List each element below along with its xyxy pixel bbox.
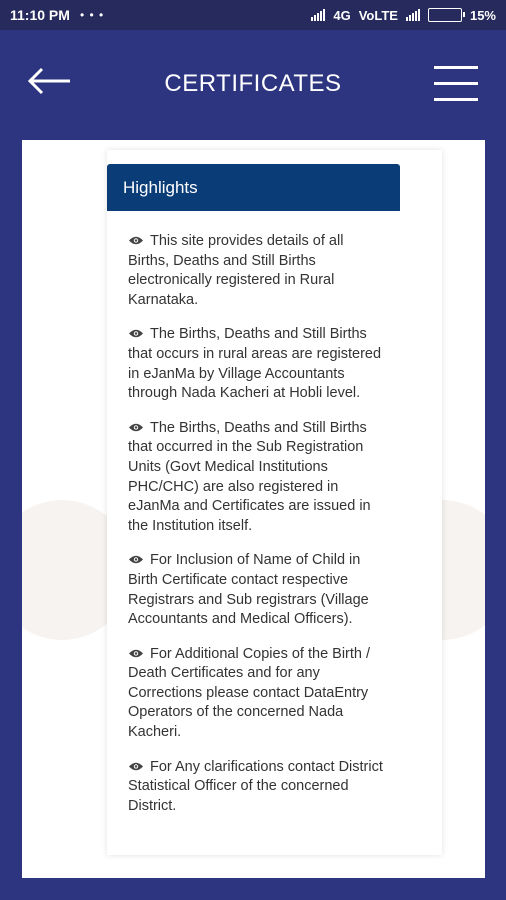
eye-icon — [128, 761, 144, 772]
highlights-card — [107, 150, 442, 855]
highlight-text: The Births, Deaths and Still Births that occurred in the Sub Registration Units (Govt Medical Institutions PHC/CHC) are also registered in eJanMa and Certificates are issued in the Institution itself. — [128, 419, 371, 534]
highlight-text: The Births, Deaths and Still Births that occurs in rural areas are registered in eJanMa by Village Accountants through Nada Kacheri at Hobli level. — [128, 326, 382, 402]
highlight-item — [128, 325, 386, 403]
highlight-text: For Additional Copies of the Birth / Death Certificates and for any Corrections please contact DataEntry Operators of the concerned Nada Kacheri. — [128, 645, 371, 741]
signal-icon — [311, 9, 325, 21]
eye-icon — [128, 328, 144, 339]
content-panel — [22, 140, 485, 878]
status-bar — [0, 0, 506, 30]
highlight-item — [128, 758, 386, 817]
status-right — [311, 8, 496, 23]
notification-icons: • • • — [79, 8, 105, 22]
highlight-item — [128, 551, 386, 629]
highlight-item — [128, 232, 386, 310]
eye-icon — [128, 648, 144, 659]
highlights-list — [128, 232, 386, 831]
app-bar — [0, 30, 506, 140]
eye-icon — [128, 422, 144, 433]
volte-label: VoLTE — [358, 7, 398, 23]
eye-icon — [128, 235, 144, 246]
highlight-text: For Inclusion of Name of Child in Birth Certificate contact respective Registrars and Sub registrars (Village Accountants and Medical Officers). — [128, 552, 369, 628]
network-type: 4G — [333, 7, 351, 23]
hamburger-menu-icon[interactable] — [434, 66, 478, 102]
battery-percent: 15% — [469, 7, 496, 23]
status-time: 11:10 PM — [10, 7, 70, 23]
battery-icon — [428, 8, 462, 22]
highlights-header: Highlights — [107, 164, 400, 211]
highlight-item — [128, 645, 386, 743]
highlight-text: This site provides details of all Births, Deaths and Still Births electronically registered in Rural Karnataka. — [128, 233, 344, 308]
highlight-text: For Any clarifications contact District Statistical Officer of the concerned District. — [128, 758, 383, 814]
page-title: CERTIFICATES — [164, 70, 342, 97]
eye-icon — [128, 554, 144, 565]
signal-icon-2 — [406, 9, 420, 21]
highlight-item — [128, 419, 386, 537]
